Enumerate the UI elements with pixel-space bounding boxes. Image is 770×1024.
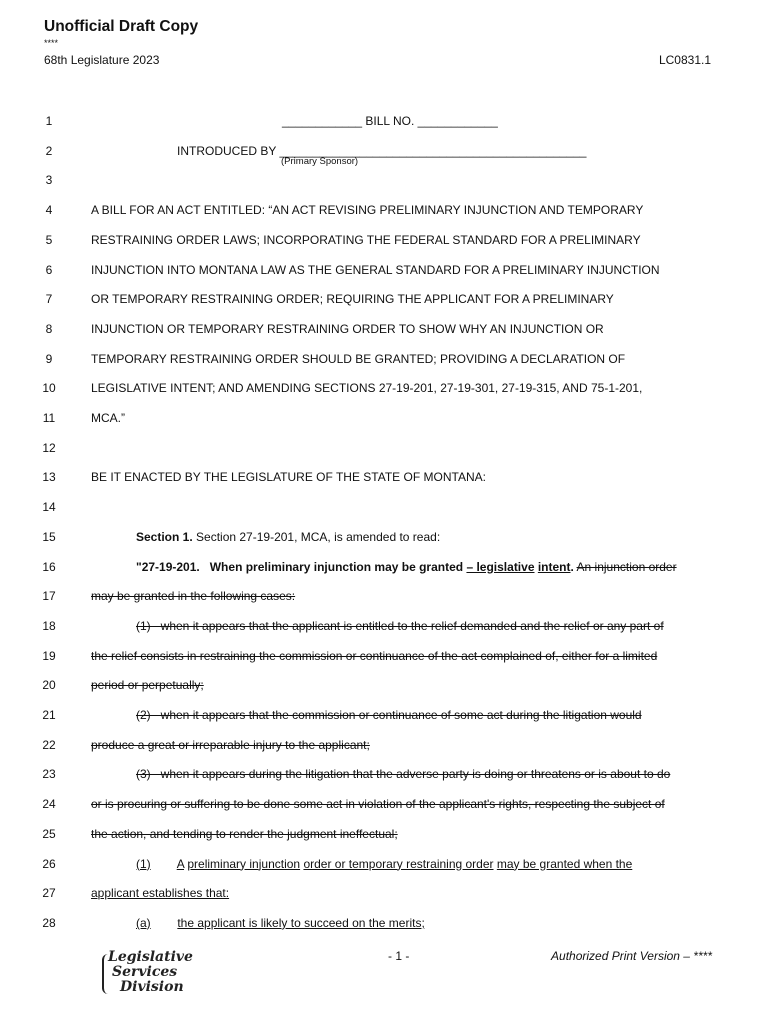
logo-line-1: Legislative — [108, 949, 193, 965]
line-text — [91, 203, 643, 217]
line-number: 26 — [42, 856, 56, 871]
line-text — [136, 767, 670, 781]
bill-line — [0, 886, 770, 904]
line-number: 23 — [42, 767, 56, 782]
line-text — [91, 352, 625, 366]
bill-line — [0, 441, 770, 459]
bill-line — [0, 411, 770, 429]
line-text — [136, 619, 664, 633]
text-segment: A — [176, 856, 185, 871]
line-number: 27 — [42, 886, 56, 901]
logo-line-3: Division — [120, 979, 184, 995]
text-segment: period or perpetually; — [91, 678, 204, 693]
line-number: 14 — [42, 500, 56, 515]
text-segment: – legislative — [466, 559, 535, 574]
line-text — [91, 886, 229, 900]
text-segment: TEMPORARY RESTRAINING ORDER SHOULD BE GRANTED; PROVIDING A DECLARATION OF — [91, 351, 626, 366]
line-number: 21 — [42, 708, 56, 722]
bill-line — [0, 530, 770, 548]
bill-line — [0, 857, 770, 875]
bill-line — [0, 292, 770, 310]
line-text — [91, 381, 642, 395]
text-segment: applicant establishes that: — [91, 886, 230, 901]
text-segment: or is procuring or suffering to be done some act in violation of the applicant's rights, respecting the subject of — [91, 797, 665, 812]
line-number: 10 — [42, 381, 56, 396]
line-number: 3 — [45, 173, 53, 188]
line-number: 28 — [42, 915, 56, 930]
bill-line — [0, 233, 770, 251]
line-number: 25 — [42, 826, 56, 841]
bill-line — [0, 470, 770, 488]
line-text — [136, 708, 642, 722]
text-segment: RESTRAINING ORDER LAWS; INCORPORATING THE FEDERAL STANDARD FOR A PRELIMINARY — [91, 232, 641, 247]
line-number: 9 — [45, 351, 53, 366]
line-text — [136, 560, 677, 574]
bill-line — [0, 797, 770, 815]
line-number: 18 — [42, 618, 56, 633]
line-number: 20 — [42, 678, 56, 693]
line-number: 22 — [42, 737, 56, 752]
text-segment: MCA.” — [91, 411, 125, 425]
text-segment: OR TEMPORARY RESTRAINING ORDER; REQUIRING THE APPLICANT FOR A PRELIMINARY — [91, 292, 614, 307]
line-number: 6 — [45, 262, 53, 277]
line-text — [91, 322, 604, 336]
page-number: - 1 - — [388, 949, 410, 963]
text-segment: An injunction order — [576, 559, 677, 574]
text-segment: (1) — [136, 856, 151, 871]
bill-line — [0, 589, 770, 607]
text-segment: order or temporary restraining order — [303, 856, 494, 871]
line-number: 7 — [45, 292, 53, 307]
bill-line — [0, 560, 770, 578]
text-segment: ____________ BILL NO. ____________ — [282, 114, 498, 128]
bill-line — [0, 173, 770, 191]
bill-line — [0, 767, 770, 785]
draft-title: Unofficial Draft Copy — [44, 18, 199, 35]
line-text — [91, 797, 665, 811]
bill-line — [0, 263, 770, 281]
line-number: 17 — [42, 589, 56, 604]
line-number: 5 — [45, 232, 53, 247]
text-segment: "27-19-201. When preliminary injunction may be granted — [136, 559, 467, 574]
line-text — [91, 589, 295, 603]
bill-line — [0, 827, 770, 845]
text-segment: (1) when it appears that the applicant is entitled to the relief demanded and the relief or any part of — [136, 618, 664, 633]
line-number: 13 — [42, 470, 56, 485]
text-segment: preliminary injunction — [187, 856, 301, 871]
legislature-session: 68th Legislature 2023 — [44, 53, 160, 67]
text-segment: INJUNCTION OR TEMPORARY RESTRAINING ORDER TO SHOW WHY AN INJUNCTION OR — [91, 321, 604, 336]
line-number: 4 — [45, 203, 53, 218]
text-segment: . — [570, 559, 574, 574]
line-text — [91, 470, 486, 484]
bill-line — [0, 678, 770, 696]
legislative-services-division-logo — [100, 946, 200, 1000]
text-segment — [151, 857, 177, 871]
line-number: 16 — [42, 559, 56, 574]
text-segment: produce a great or irreparable injury to the applicant; — [91, 737, 370, 752]
line-text — [136, 857, 632, 871]
text-segment: Section 27-19-201, MCA, is amended to read: — [192, 529, 441, 544]
bill-line — [0, 500, 770, 518]
line-text — [91, 292, 614, 306]
bill-line — [0, 708, 770, 726]
text-segment: (a) — [136, 915, 151, 930]
text-segment: LEGISLATIVE INTENT; AND AMENDING SECTIONS 27-19-201, 27-19-301, 27-19-315, AND 75-1-201, — [91, 381, 643, 396]
bill-line — [0, 203, 770, 221]
bill-line — [0, 322, 770, 340]
bill-line — [0, 619, 770, 637]
line-text — [91, 738, 370, 752]
header-stars: **** — [44, 38, 59, 48]
line-number: 24 — [42, 797, 56, 812]
line-text — [282, 114, 498, 128]
text-segment: the applicant is likely to succeed on the merits; — [177, 915, 425, 930]
bill-line — [0, 381, 770, 399]
bill-line — [0, 916, 770, 934]
bill-line — [0, 114, 770, 132]
line-text — [91, 411, 125, 425]
text-segment: BE IT ENACTED BY THE LEGISLATURE OF THE STATE OF MONTANA: — [91, 470, 486, 485]
bill-line — [0, 352, 770, 370]
line-number: 8 — [45, 321, 53, 336]
text-segment: (3) when it appears during the litigation that the adverse party is doing or threatens or is about to do — [136, 767, 671, 782]
line-text — [91, 678, 204, 692]
line-text — [91, 827, 398, 841]
line-number: 12 — [42, 440, 56, 455]
line-number: 2 — [45, 143, 53, 158]
bill-line — [0, 649, 770, 667]
text-segment: Section 1. — [136, 529, 193, 544]
bill-line — [0, 144, 770, 162]
line-number: 15 — [42, 529, 56, 544]
line-text — [136, 530, 440, 544]
line-text — [177, 144, 586, 158]
text-segment — [151, 916, 178, 930]
text-segment: intent — [537, 559, 571, 574]
text-segment: (2) when it appears that the commission or continuance of some act during the litigation would — [136, 708, 642, 722]
line-text — [91, 233, 641, 247]
primary-sponsor-caption: (Primary Sponsor) — [281, 156, 359, 167]
line-number: 19 — [42, 648, 56, 663]
line-text — [91, 263, 660, 277]
authorized-print-version: Authorized Print Version – **** — [551, 949, 712, 963]
line-text — [91, 649, 657, 663]
line-number: 11 — [42, 411, 56, 425]
text-segment: may be granted when the — [496, 856, 633, 871]
text-segment: may be granted in the following cases: — [91, 589, 296, 604]
text-segment: INTRODUCED BY ______________________________________________ — [177, 143, 587, 158]
lc-number: LC0831.1 — [658, 53, 711, 67]
text-segment: the action, and tending to render the judgment ineffectual; — [91, 826, 398, 841]
text-segment: A BILL FOR AN ACT ENTITLED: “AN ACT REVISING PRELIMINARY INJUNCTION AND TEMPORARY — [91, 203, 644, 218]
line-number: 1 — [45, 114, 53, 128]
line-text — [136, 916, 425, 930]
text-segment: INJUNCTION INTO MONTANA LAW AS THE GENERAL STANDARD FOR A PRELIMINARY INJUNCTION — [91, 262, 660, 277]
logo-line-2: Services — [112, 964, 178, 980]
bill-line — [0, 738, 770, 756]
text-segment: the relief consists in restraining the commission or continuance of the act complained of, either for a limited — [91, 648, 658, 663]
